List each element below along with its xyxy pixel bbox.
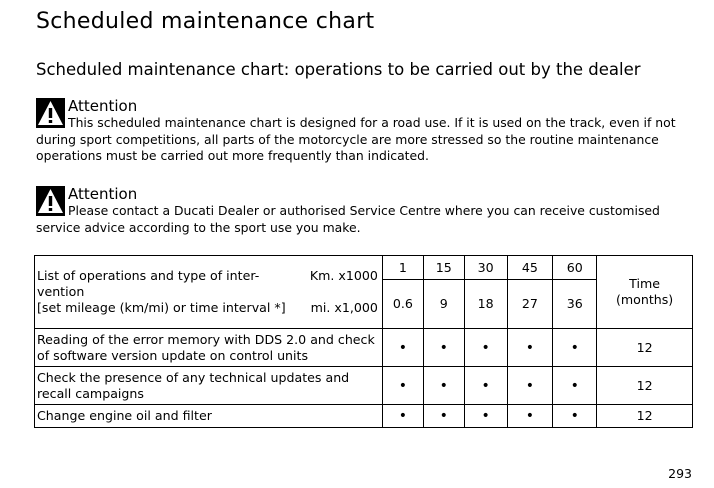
interval-mark: • — [507, 329, 553, 367]
interval-mark: • — [553, 367, 597, 405]
interval-mark: • — [553, 329, 597, 367]
operation-cell: Reading of the error memory with DDS 2.0 and check of software version update on control units — [35, 329, 383, 367]
time-cell: 12 — [597, 329, 693, 367]
interval-mark: • — [507, 405, 553, 428]
km-value: 60 — [553, 256, 597, 280]
operation-cell: Check the presence of any technical updates and recall campaigns — [35, 367, 383, 405]
time-cell: 12 — [597, 367, 693, 405]
page-title: Scheduled maintenance chart — [36, 9, 375, 34]
mi-value: 36 — [553, 280, 597, 329]
header-row-km — [35, 256, 693, 280]
interval-mark: • — [464, 367, 507, 405]
attention-box-1 — [36, 98, 696, 165]
mi-label: mi. x1,000 — [310, 300, 378, 315]
operations-header-line1: List of operations and type of inter-vention — [37, 268, 260, 299]
operations-header-line2: [set mileage (km/mi) or time interval *] — [37, 300, 286, 315]
interval-mark: • — [423, 329, 464, 367]
interval-mark: • — [382, 329, 423, 367]
interval-mark: • — [464, 405, 507, 428]
interval-mark: • — [382, 367, 423, 405]
operations-header — [35, 256, 383, 329]
table-row — [35, 405, 693, 428]
km-value: 15 — [423, 256, 464, 280]
attention-title: Attention — [68, 97, 138, 115]
interval-mark: • — [553, 405, 597, 428]
maintenance-table — [34, 255, 693, 428]
mi-value: 18 — [464, 280, 507, 329]
page-subtitle: Scheduled maintenance chart: operations to be carried out by the dealer — [36, 60, 641, 79]
attention-text: This scheduled maintenance chart is designed for a road use. If it is used on the track, even if not during sport competitions, all parts of the motorcycle are more stressed so the routine maintenance operations must be carried out more frequently than indicated. — [36, 115, 676, 163]
mi-value: 27 — [507, 280, 553, 329]
mi-value: 9 — [423, 280, 464, 329]
interval-mark: • — [464, 329, 507, 367]
warning-triangle-icon — [36, 98, 65, 128]
table-row — [35, 367, 693, 405]
km-value: 1 — [382, 256, 423, 280]
page-number: 293 — [668, 466, 692, 481]
mi-value: 0.6 — [382, 280, 423, 329]
attention-text: Please contact a Ducati Dealer or authorised Service Centre where you can receive customised service advice according to the sport use you make. — [36, 203, 660, 235]
time-cell: 12 — [597, 405, 693, 428]
time-header: Time (months) — [597, 256, 693, 329]
operation-cell: Change engine oil and filter — [35, 405, 383, 428]
km-value: 45 — [507, 256, 553, 280]
km-label: Km. x1000 — [309, 268, 378, 283]
interval-mark: • — [423, 405, 464, 428]
interval-mark: • — [507, 367, 553, 405]
interval-mark: • — [382, 405, 423, 428]
attention-box-2 — [36, 186, 696, 236]
km-value: 30 — [464, 256, 507, 280]
attention-title: Attention — [68, 185, 138, 203]
table-row — [35, 329, 693, 367]
warning-triangle-icon — [36, 186, 65, 216]
interval-mark: • — [423, 367, 464, 405]
